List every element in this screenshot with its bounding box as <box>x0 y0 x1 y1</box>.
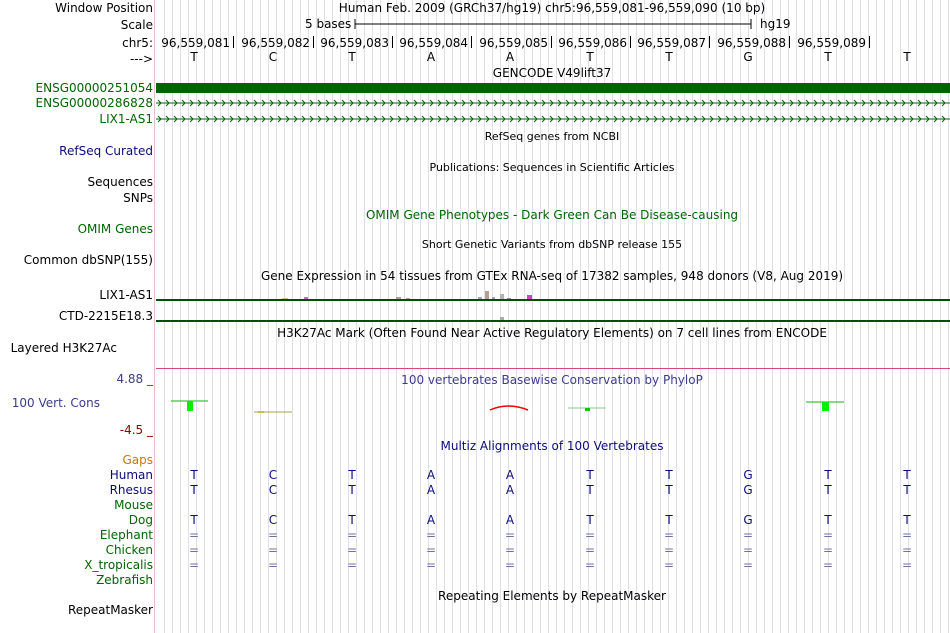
alignment-base: = <box>504 543 516 557</box>
alignment-base: T <box>190 483 198 497</box>
species-label[interactable]: Rhesus <box>109 483 153 497</box>
alignment-base: = <box>346 543 358 557</box>
position-tick-mark <box>789 36 790 48</box>
alignment-base: = <box>425 528 437 542</box>
alignment-base: = <box>742 543 754 557</box>
gtex-track-label-2[interactable]: CTD-2215E18.3 <box>58 309 153 323</box>
phylop-min-label: -4.5 _ <box>119 423 153 437</box>
alignment-base: T <box>586 513 594 527</box>
publications-title: Publications: Sequences in Scientific Articles <box>429 161 675 174</box>
alignment-base: = <box>822 528 834 542</box>
alignment-base: = <box>584 528 596 542</box>
gencode-track-label-2[interactable]: ENSG00000286828 <box>35 96 153 110</box>
reference-base: T <box>348 50 356 64</box>
alignment-base: = <box>425 558 437 572</box>
window-position-label: Window Position <box>55 1 153 15</box>
scale-assembly: hg19 <box>760 17 791 31</box>
sequences-label[interactable]: Sequences <box>87 175 153 189</box>
position-tick-label: 96,559,081 <box>161 36 230 50</box>
reference-base: C <box>268 50 278 64</box>
window-position-value: Human Feb. 2009 (GRCh37/hg19) chr5:96,559,081-96,559,090 (10 bp) <box>338 1 766 15</box>
scale-text: 5 bases <box>305 17 352 31</box>
position-tick-label: 96,559,087 <box>637 36 706 50</box>
alignment-base: T <box>665 513 673 527</box>
gtex-track-label-1[interactable]: LIX1-AS1 <box>99 288 153 302</box>
alignment-base: G <box>743 513 753 527</box>
alignment-base: = <box>188 558 200 572</box>
alignment-base: G <box>743 468 753 482</box>
alignment-base: = <box>346 528 358 542</box>
reference-base: A <box>505 50 515 64</box>
alignment-base: T <box>586 483 594 497</box>
gtex-title: Gene Expression in 54 tissues from GTEx RNA-seq of 17382 samples, 948 donors (V8, Aug 2019) <box>260 269 844 283</box>
alignment-base: A <box>426 468 436 482</box>
gene-exon-block[interactable] <box>156 83 950 93</box>
position-tick-mark <box>471 36 472 48</box>
alignment-base: = <box>663 543 675 557</box>
reference-base: T <box>665 50 673 64</box>
reference-base: T <box>824 50 832 64</box>
position-tick-mark <box>233 36 234 48</box>
alignment-base: T <box>903 468 911 482</box>
alignment-base: A <box>505 468 515 482</box>
alignment-base: = <box>901 558 913 572</box>
h3k27ac-baseline <box>156 368 950 369</box>
refseq-label[interactable]: RefSeq Curated <box>59 144 153 158</box>
alignment-base: C <box>268 513 278 527</box>
reference-base: G <box>743 50 753 64</box>
repeatmasker-label[interactable]: RepeatMasker <box>67 603 153 617</box>
alignment-base: = <box>584 543 596 557</box>
alignment-base: = <box>188 528 200 542</box>
alignment-base: C <box>268 468 278 482</box>
species-label[interactable]: Human <box>109 468 153 482</box>
dbsnp-title: Short Genetic Variants from dbSNP release 155 <box>421 238 683 251</box>
h3k27ac-title: H3K27Ac Mark (Often Found Near Active Regulatory Elements) on 7 cell lines from ENCODE <box>277 326 827 340</box>
position-tick-mark <box>392 36 393 48</box>
alignment-base: = <box>822 558 834 572</box>
phylop-title: 100 vertebrates Basewise Conservation by PhyloP <box>401 373 703 387</box>
position-tick-label: 96,559,088 <box>717 36 786 50</box>
strand-label: ---> <box>129 52 153 66</box>
position-tick-label: 96,559,089 <box>797 36 866 50</box>
phylop-label[interactable]: 100 Vert. Cons <box>11 396 100 410</box>
alignment-base: = <box>742 528 754 542</box>
position-tick-label: 96,559,083 <box>320 36 389 50</box>
scale-label: Scale <box>120 18 153 32</box>
alignment-base: = <box>425 543 437 557</box>
alignment-base: = <box>267 558 279 572</box>
gencode-track-label-1[interactable]: ENSG00000251054 <box>35 81 153 95</box>
alignment-base: T <box>903 513 911 527</box>
omim-title: OMIM Gene Phenotypes - Dark Green Can Be Disease-causing <box>365 208 739 222</box>
alignment-base: = <box>267 543 279 557</box>
gene-intron-line-2[interactable] <box>156 115 950 123</box>
multiz-gaps-label[interactable]: Gaps <box>122 453 153 467</box>
alignment-base: T <box>665 468 673 482</box>
position-tick-label: 96,559,084 <box>399 36 468 50</box>
alignment-base: T <box>824 513 832 527</box>
position-tick-mark <box>869 36 870 48</box>
alignment-base: T <box>665 483 673 497</box>
phylop-conservation-plot[interactable] <box>156 396 950 420</box>
h3k27ac-label[interactable]: Layered H3K27Ac <box>10 341 117 355</box>
phylop-max-label: 4.88 _ <box>116 372 153 386</box>
label-separator <box>154 0 155 633</box>
alignment-base: = <box>901 543 913 557</box>
species-label[interactable]: Zebrafish <box>96 573 153 587</box>
alignment-base: A <box>426 513 436 527</box>
alignment-base: = <box>822 543 834 557</box>
snps-label[interactable]: SNPs <box>123 191 153 205</box>
alignment-base: A <box>426 483 436 497</box>
position-tick-label: 96,559,086 <box>558 36 627 50</box>
reference-base: T <box>190 50 198 64</box>
alignment-base: = <box>504 558 516 572</box>
species-label[interactable]: Elephant <box>99 528 153 542</box>
position-tick-mark <box>551 36 552 48</box>
position-tick-mark <box>313 36 314 48</box>
species-label[interactable]: Mouse <box>114 498 153 512</box>
reference-base: T <box>586 50 594 64</box>
omim-label[interactable]: OMIM Genes <box>77 222 153 236</box>
species-label[interactable]: Chicken <box>105 543 153 557</box>
alignment-base: A <box>505 483 515 497</box>
gencode-track-label-3[interactable]: LIX1-AS1 <box>99 112 153 126</box>
species-label[interactable]: Dog <box>128 513 153 527</box>
alignment-base: = <box>188 543 200 557</box>
alignment-base: = <box>663 558 675 572</box>
position-tick-label: 96,559,085 <box>479 36 548 50</box>
gtex-expression-plot[interactable] <box>156 288 950 324</box>
species-label[interactable]: X_tropicalis <box>84 558 153 572</box>
repeatmasker-title: Repeating Elements by RepeatMasker <box>438 589 666 603</box>
alignment-base: T <box>824 468 832 482</box>
multiz-title: Multiz Alignments of 100 Vertebrates <box>440 439 664 453</box>
alignment-base: T <box>348 513 356 527</box>
alignment-base: = <box>584 558 596 572</box>
alignment-base: = <box>901 528 913 542</box>
gene-intron-line-1[interactable] <box>156 99 950 107</box>
alignment-base: T <box>190 513 198 527</box>
alignment-base: T <box>348 483 356 497</box>
alignment-base: T <box>190 468 198 482</box>
alignment-base: T <box>824 483 832 497</box>
alignment-base: T <box>348 468 356 482</box>
alignment-base: C <box>268 483 278 497</box>
reference-base: A <box>426 50 436 64</box>
alignment-base: = <box>346 558 358 572</box>
alignment-base: G <box>743 483 753 497</box>
alignment-base: = <box>742 558 754 572</box>
position-tick-mark <box>709 36 710 48</box>
chrom-label: chr5: <box>122 36 153 50</box>
alignment-base: = <box>267 528 279 542</box>
alignment-base: T <box>903 483 911 497</box>
position-tick-label: 96,559,082 <box>241 36 310 50</box>
reference-base: T <box>903 50 911 64</box>
gencode-title: GENCODE V49lift37 <box>492 66 612 80</box>
alignment-base: A <box>505 513 515 527</box>
scale-bar <box>354 18 754 30</box>
refseq-title: RefSeq genes from NCBI <box>484 130 620 143</box>
alignment-base: = <box>504 528 516 542</box>
position-tick-mark <box>630 36 631 48</box>
alignment-base: = <box>663 528 675 542</box>
alignment-base: T <box>586 468 594 482</box>
dbsnp-label[interactable]: Common dbSNP(155) <box>23 253 153 267</box>
